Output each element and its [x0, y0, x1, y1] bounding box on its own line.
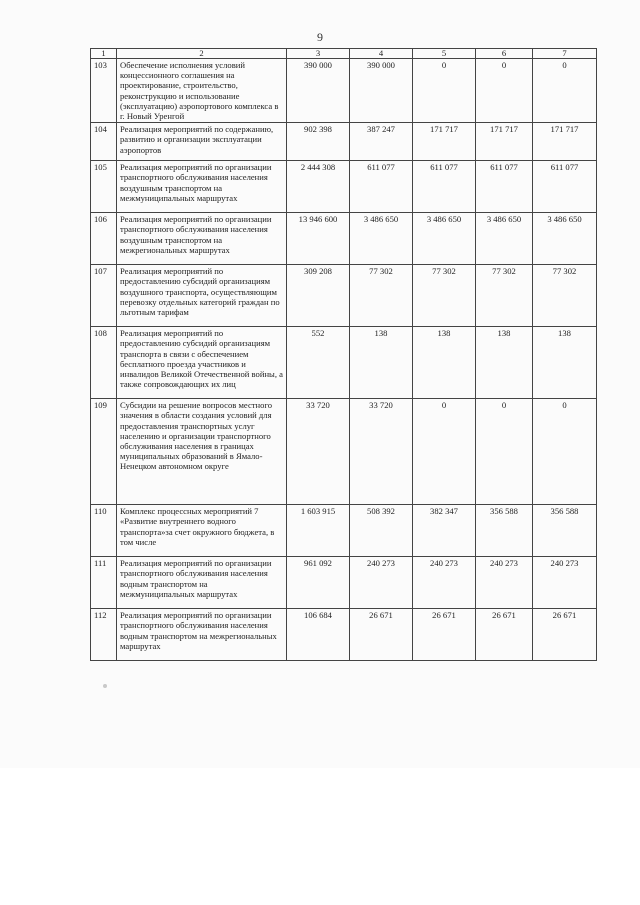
header-cell-1: 1 [91, 49, 117, 59]
table-row [91, 123, 597, 161]
description-cell: Реализация мероприятий по организации транспортного обслуживания населения воздушным транспортом на межмуниципальных маршрутах [117, 161, 287, 213]
value-cell-col6: 356 588 [476, 505, 533, 557]
value-cell-col7: 26 671 [533, 609, 597, 661]
value-cell-col3: 33 720 [287, 399, 350, 505]
value-cell-col3: 902 398 [287, 123, 350, 161]
page-number: 9 [317, 30, 323, 44]
value-cell-col5: 240 273 [413, 557, 476, 609]
value-cell-col5: 3 486 650 [413, 213, 476, 265]
value-cell-col6: 138 [476, 327, 533, 399]
table-row [91, 505, 597, 557]
value-cell-col4: 138 [350, 327, 413, 399]
value-cell-col6: 0 [476, 59, 533, 123]
value-cell-col6: 26 671 [476, 609, 533, 661]
value-cell-col7: 0 [533, 399, 597, 505]
value-cell-col7: 138 [533, 327, 597, 399]
row-number-cell: 105 [91, 161, 117, 213]
table-row [91, 609, 597, 661]
row-number-cell: 103 [91, 59, 117, 123]
header-cell-5: 5 [413, 49, 476, 59]
value-cell-col4: 387 247 [350, 123, 413, 161]
table-row [91, 327, 597, 399]
value-cell-col6: 611 077 [476, 161, 533, 213]
table-row [91, 213, 597, 265]
header-cell-7: 7 [533, 49, 597, 59]
row-number-cell: 110 [91, 505, 117, 557]
value-cell-col5: 0 [413, 59, 476, 123]
value-cell-col7: 77 302 [533, 265, 597, 327]
value-cell-col7: 0 [533, 59, 597, 123]
value-cell-col5: 0 [413, 399, 476, 505]
header-cell-2: 2 [117, 49, 287, 59]
value-cell-col4: 33 720 [350, 399, 413, 505]
value-cell-col3: 2 444 308 [287, 161, 350, 213]
row-number-cell: 108 [91, 327, 117, 399]
value-cell-col5: 171 717 [413, 123, 476, 161]
table-row [91, 265, 597, 327]
header-cell-6: 6 [476, 49, 533, 59]
description-cell: Реализация мероприятий по организации транспортного обслуживания населения водным транспортом на межрегиональных маршрутах [117, 609, 287, 661]
value-cell-col3: 13 946 600 [287, 213, 350, 265]
value-cell-col7: 240 273 [533, 557, 597, 609]
value-cell-col5: 138 [413, 327, 476, 399]
value-cell-col3: 106 684 [287, 609, 350, 661]
header-cell-4: 4 [350, 49, 413, 59]
value-cell-col4: 3 486 650 [350, 213, 413, 265]
table-row [91, 399, 597, 505]
value-cell-col4: 611 077 [350, 161, 413, 213]
table-row [91, 557, 597, 609]
description-cell: Реализация мероприятий по организации транспортного обслуживания населения воздушным транспортом на межрегиональных маршрутах [117, 213, 287, 265]
description-cell: Реализация мероприятий по содержанию, развитию и организации эксплуатации аэропортов [117, 123, 287, 161]
value-cell-col3: 961 092 [287, 557, 350, 609]
row-number-cell: 106 [91, 213, 117, 265]
value-cell-col4: 508 392 [350, 505, 413, 557]
value-cell-col3: 552 [287, 327, 350, 399]
value-cell-col7: 171 717 [533, 123, 597, 161]
table-row [91, 59, 597, 123]
scan-speck [103, 684, 107, 688]
value-cell-col6: 3 486 650 [476, 213, 533, 265]
value-cell-col5: 26 671 [413, 609, 476, 661]
value-cell-col5: 611 077 [413, 161, 476, 213]
value-cell-col7: 3 486 650 [533, 213, 597, 265]
description-cell: Обеспечение исполнения условий концессионного соглашения на проектирование, строительство, реконструкцию и использование (эксплуатацию) аэропортового комплекса в г. Новый Уренгой [117, 59, 287, 123]
table-row [91, 161, 597, 213]
value-cell-col5: 382 347 [413, 505, 476, 557]
value-cell-col3: 309 208 [287, 265, 350, 327]
description-cell: Комплекс процессных мероприятий 7 «Развитие внутреннего водного транспорта»за счет окружного бюджета, в том числе [117, 505, 287, 557]
row-number-cell: 107 [91, 265, 117, 327]
description-cell: Реализация мероприятий по организации транспортного обслуживания населения водным транспортом на межмуниципальных маршрутах [117, 557, 287, 609]
budget-table [90, 48, 597, 661]
value-cell-col7: 356 588 [533, 505, 597, 557]
table-header-row [91, 49, 597, 59]
value-cell-col6: 240 273 [476, 557, 533, 609]
value-cell-col4: 390 000 [350, 59, 413, 123]
header-cell-3: 3 [287, 49, 350, 59]
description-cell: Реализация мероприятий по предоставлению субсидий организациям воздушного транспорта, осуществляющим перевозку отдельных категорий граждан по льготным тарифам [117, 265, 287, 327]
value-cell-col4: 77 302 [350, 265, 413, 327]
blank-area [0, 768, 640, 905]
value-cell-col7: 611 077 [533, 161, 597, 213]
value-cell-col6: 0 [476, 399, 533, 505]
value-cell-col4: 26 671 [350, 609, 413, 661]
value-cell-col6: 171 717 [476, 123, 533, 161]
value-cell-col3: 1 603 915 [287, 505, 350, 557]
description-cell: Субсидии на решение вопросов местного значения в области создания условий для предоставления транспортных услуг населению и организации транспортного обслуживания населения в границах муниципальных образований в Ямало-Ненецком автономном округе [117, 399, 287, 505]
value-cell-col3: 390 000 [287, 59, 350, 123]
value-cell-col4: 240 273 [350, 557, 413, 609]
row-number-cell: 109 [91, 399, 117, 505]
description-cell: Реализация мероприятий по предоставлению субсидий организациям транспорта в связи с обеспечением бесплатного проезда участников и инвалидов Великой Отечественной войны, а также сопровождающих их лиц [117, 327, 287, 399]
value-cell-col6: 77 302 [476, 265, 533, 327]
row-number-cell: 112 [91, 609, 117, 661]
row-number-cell: 111 [91, 557, 117, 609]
row-number-cell: 104 [91, 123, 117, 161]
value-cell-col5: 77 302 [413, 265, 476, 327]
